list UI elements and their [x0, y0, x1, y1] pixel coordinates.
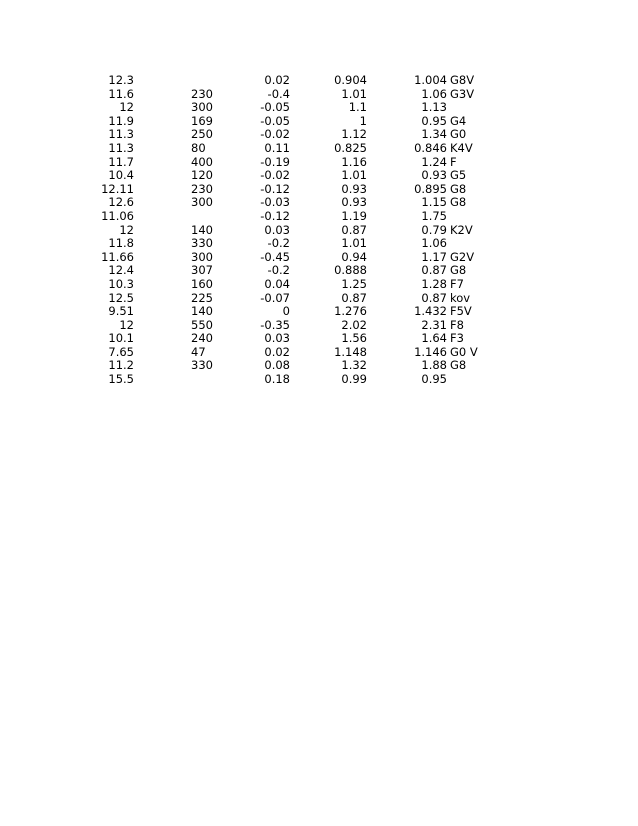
table-cell-col6: G8	[450, 263, 467, 278]
table-cell-col6: K2V	[450, 222, 473, 237]
table-cell-col3: -0.2	[267, 263, 290, 278]
table-cell-col5: 1.24	[421, 154, 447, 169]
table-cell-col1: 12.3	[108, 73, 134, 87]
table-cell-col4: 1.16	[341, 154, 367, 169]
table-row	[0, 319, 638, 333]
table-row	[0, 115, 638, 129]
table-cell-col2: 140	[191, 222, 213, 237]
table-cell-col1: 12.4	[108, 263, 134, 278]
table-cell-col4: 0.99	[341, 372, 367, 387]
table-row	[0, 332, 638, 346]
table-cell-col3: -0.02	[260, 127, 290, 142]
table-cell-col4: 0.904	[334, 73, 367, 87]
table-row	[0, 169, 638, 183]
table-cell-col2: 307	[191, 263, 213, 278]
table-row	[0, 224, 638, 238]
table-row	[0, 101, 638, 115]
table-row	[0, 373, 638, 387]
table-cell-col4: 0.94	[341, 249, 367, 264]
table-cell-col2: 230	[191, 181, 213, 196]
table-cell-col1: 11.3	[108, 127, 134, 142]
table-cell-col2: 169	[191, 113, 213, 128]
table-cell-col5: 0.87	[421, 290, 447, 305]
table-cell-col2: 80	[191, 140, 206, 155]
table-cell-col1: 7.65	[108, 344, 134, 359]
table-cell-col1: 12	[119, 317, 134, 332]
table-cell-col4: 0.93	[341, 181, 367, 196]
table-cell-col3: 0.04	[264, 276, 290, 291]
table-cell-col1: 12	[119, 100, 134, 115]
table-cell-col5: 1.34	[421, 127, 447, 142]
table-cell-col2: 330	[191, 236, 213, 251]
table-cell-col6: G0	[450, 127, 467, 142]
table-cell-col6: kov	[450, 290, 471, 305]
table-cell-col6: G8	[450, 358, 467, 373]
table-cell-col3: 0.11	[264, 140, 290, 155]
table-cell-col2: 300	[191, 195, 213, 210]
table-cell-col2: 400	[191, 154, 213, 169]
table-cell-col3: -0.4	[267, 86, 290, 101]
table-row	[0, 251, 638, 265]
table-cell-col6: G8	[450, 195, 467, 210]
table-cell-col6: F7	[450, 276, 464, 291]
table-cell-col3: -0.45	[260, 249, 290, 264]
table-cell-col2: 120	[191, 168, 213, 183]
table-cell-col3: -0.05	[260, 100, 290, 115]
table-cell-col4: 0.888	[334, 263, 367, 278]
table-cell-col4: 1.56	[341, 331, 367, 346]
table-cell-col4: 2.02	[341, 317, 367, 332]
table-cell-col1: 10.1	[108, 331, 134, 346]
table-cell-col3: -0.19	[260, 154, 290, 169]
table-cell-col5: 0.93	[421, 168, 447, 183]
table-cell-col3: 0.03	[264, 331, 290, 346]
table-cell-col6: F3	[450, 331, 464, 346]
table-cell-col4: 0.87	[341, 290, 367, 305]
table-cell-col5: 1.88	[421, 358, 447, 373]
table-cell-col2: 47	[191, 344, 206, 359]
table-cell-col5: 1.75	[421, 208, 447, 223]
table-cell-col4: 1.01	[341, 168, 367, 183]
table-cell-col6: G2V	[450, 249, 475, 264]
table-cell-col4: 1.276	[334, 304, 367, 319]
table-cell-col5: 1.06	[421, 86, 447, 101]
table-row	[0, 196, 638, 210]
table-cell-col3: -0.12	[260, 181, 290, 196]
table-cell-col3: 0.18	[264, 372, 290, 387]
table-cell-col2: 240	[191, 331, 213, 346]
table-cell-col3: -0.35	[260, 317, 290, 332]
table-cell-col6: F	[450, 154, 457, 169]
table-cell-col4: 1.12	[341, 127, 367, 142]
table-row	[0, 156, 638, 170]
table-cell-col3: -0.12	[260, 208, 290, 223]
table-row	[0, 183, 638, 197]
table-row	[0, 142, 638, 156]
table-cell-col4: 1.32	[341, 358, 367, 373]
table-row	[0, 88, 638, 102]
table-row	[0, 346, 638, 360]
table-cell-col5: 1.15	[421, 195, 447, 210]
table-cell-col5: 0.87	[421, 263, 447, 278]
table-cell-col1: 10.3	[108, 276, 134, 291]
table-cell-col5: 1.64	[421, 331, 447, 346]
table-cell-col6: F5V	[450, 304, 472, 319]
data-table	[0, 74, 638, 387]
table-cell-col6: G5	[450, 168, 467, 183]
table-cell-col6: G4	[450, 113, 467, 128]
table-cell-col1: 9.51	[108, 304, 134, 319]
table-cell-col5: 1.17	[421, 249, 447, 264]
table-cell-col6: G8	[450, 181, 467, 196]
table-cell-col1: 11.7	[108, 154, 134, 169]
table-cell-col3: -0.02	[260, 168, 290, 183]
table-cell-col2: 225	[191, 290, 213, 305]
table-cell-col5: 1.13	[421, 100, 447, 115]
table-row	[0, 74, 638, 88]
table-cell-col3: 0.02	[264, 73, 290, 87]
table-cell-col1: 11.6	[108, 86, 134, 101]
table-cell-col3: -0.2	[267, 236, 290, 251]
table-cell-col1: 11.8	[108, 236, 134, 251]
table-cell-col4: 1.01	[341, 86, 367, 101]
table-cell-col5: 2.31	[421, 317, 447, 332]
table-cell-col1: 12.11	[101, 181, 134, 196]
table-cell-col6: G3V	[450, 86, 475, 101]
table-cell-col2: 160	[191, 276, 213, 291]
table-cell-col2: 300	[191, 249, 213, 264]
table-cell-col4: 0.93	[341, 195, 367, 210]
table-cell-col4: 0.87	[341, 222, 367, 237]
table-cell-col1: 15.5	[108, 372, 134, 387]
table-cell-col6: K4V	[450, 140, 473, 155]
table-cell-col3: 0.02	[264, 344, 290, 359]
table-cell-col3: -0.03	[260, 195, 290, 210]
table-cell-col1: 11.06	[101, 208, 134, 223]
table-row	[0, 292, 638, 306]
table-cell-col2: 300	[191, 100, 213, 115]
table-row	[0, 359, 638, 373]
table-cell-col6: G8V	[450, 73, 475, 87]
table-row	[0, 278, 638, 292]
table-cell-col4: 1.1	[348, 100, 367, 115]
table-cell-col3: 0.08	[264, 358, 290, 373]
table-cell-col5: 1.146	[414, 344, 447, 359]
table-cell-col1: 11.9	[108, 113, 134, 128]
table-cell-col3: -0.07	[260, 290, 290, 305]
table-cell-col5: 0.79	[421, 222, 447, 237]
table-cell-col2: 550	[191, 317, 213, 332]
table-row	[0, 264, 638, 278]
table-cell-col4: 1.25	[341, 276, 367, 291]
table-cell-col3: 0	[282, 304, 290, 319]
table-cell-col1: 11.66	[101, 249, 134, 264]
table-row	[0, 210, 638, 224]
table-cell-col2: 230	[191, 86, 213, 101]
table-cell-col3: -0.05	[260, 113, 290, 128]
table-cell-col4: 1.19	[341, 208, 367, 223]
table-cell-col5: 0.95	[421, 372, 447, 387]
table-cell-col2: 330	[191, 358, 213, 373]
table-cell-col5: 1.004	[414, 73, 447, 87]
table-cell-col1: 10.4	[108, 168, 134, 183]
table-cell-col5: 1.28	[421, 276, 447, 291]
table-cell-col1: 12	[119, 222, 134, 237]
table-row	[0, 237, 638, 251]
table-cell-col6: G0 V	[450, 344, 478, 359]
table-cell-col4: 0.825	[334, 140, 367, 155]
table-cell-col5: 1.432	[414, 304, 447, 319]
table-cell-col1: 11.2	[108, 358, 134, 373]
table-cell-col3: 0.03	[264, 222, 290, 237]
table-cell-col2: 140	[191, 304, 213, 319]
table-cell-col4: 1.01	[341, 236, 367, 251]
table-cell-col1: 12.5	[108, 290, 134, 305]
table-cell-col5: 0.895	[414, 181, 447, 196]
table-cell-col5: 0.95	[421, 113, 447, 128]
table-cell-col4: 1.148	[334, 344, 367, 359]
table-cell-col6: F8	[450, 317, 464, 332]
table-cell-col1: 12.6	[108, 195, 134, 210]
table-cell-col5: 0.846	[414, 140, 447, 155]
table-cell-col5: 1.06	[421, 236, 447, 251]
table-cell-col2: 250	[191, 127, 213, 142]
table-cell-col4: 1	[359, 113, 367, 128]
table-row	[0, 128, 638, 142]
table-row	[0, 305, 638, 319]
table-cell-col1: 11.3	[108, 140, 134, 155]
